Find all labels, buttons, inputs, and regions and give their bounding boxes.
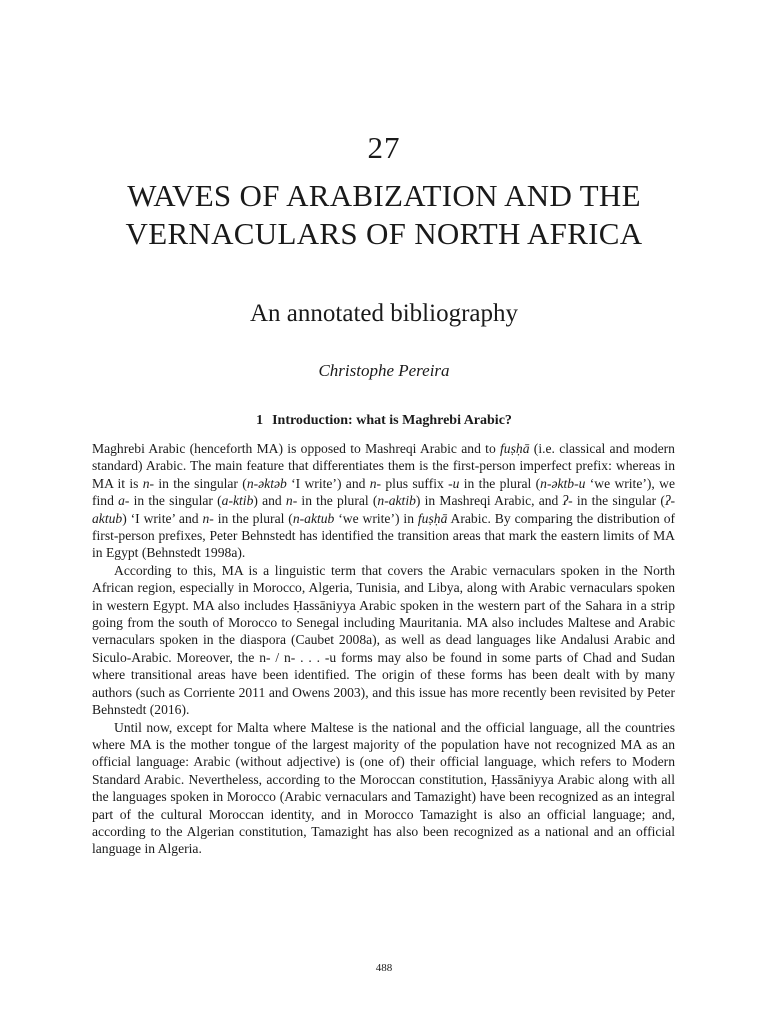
author-name: Christophe Pereira <box>318 361 450 380</box>
text-run: in the plural ( <box>459 475 541 491</box>
text-run: Arabic. By comparing the distribution of first-person prefixes, Peter Behnstedt has identified the transition areas that mark the eastern limits of MA in Egypt (Behnstedt 1998a). <box>92 510 676 561</box>
text-run: ‘we write’), we find <box>92 475 675 509</box>
italic-term: -u <box>448 475 460 491</box>
body-paragraph <box>92 562 675 719</box>
body-paragraph <box>92 440 675 562</box>
section-heading <box>0 413 768 429</box>
text-run: ) in Mashreqi Arabic, and <box>415 493 563 509</box>
italic-term: ʔ- <box>562 493 573 509</box>
text-run: ‘we write’) in <box>334 510 418 526</box>
text-run: in the singular ( <box>129 493 222 509</box>
text-run: (i.e. classical and modern standard) Arabic. The main feature that differentiates them is the first-person imperfect prefix: whereas in MA it is <box>92 441 675 491</box>
italic-term: fuṣḥā <box>417 510 448 526</box>
italic-term: n-əktb-u <box>540 475 586 491</box>
chapter-number: 27 <box>367 130 401 165</box>
text-run: Maghrebi Arabic (henceforth MA) is opposed to Mashreqi Arabic and to <box>92 441 501 456</box>
text-run: ) and <box>253 493 286 509</box>
body-paragraph <box>92 719 675 858</box>
section-title: Introduction: what is Maghrebi Arabic? <box>272 413 512 428</box>
text-run: Until now, except for Malta where Maltese is the national and the official language, all the countries where MA is the mother tongue of the largest majority of the population have not recognized MA as an official language: Arabic (without adjective) is (one of) their official language, which refers to Modern Standard Arabic. Nevertheless, according to the Moroccan constitution, Ḥassāniyya Arabic along with all the languages spoken in Morocco (Arabic vernaculars and Tamazight) have been recognized as an integral part of the cultural Moroccan identity, and in Morocco Tamazight is also an official language; and, according to the Algerian constitution, Tamazight has also been recognized as a national and an official language in Algeria. <box>92 719 675 857</box>
body-text <box>92 440 675 858</box>
italic-term: n- <box>285 493 298 509</box>
italic-term: n- <box>202 510 214 526</box>
italic-term: fuṣḥā <box>500 441 530 456</box>
text-run: in the plural ( <box>213 510 293 526</box>
text-run: in the singular ( <box>572 493 665 509</box>
text-run: ) ‘I write’ and <box>122 510 203 526</box>
section-number: 1 <box>256 413 264 428</box>
italic-term: n-aktib <box>377 493 416 509</box>
italic-term: n-əktəb <box>246 475 287 491</box>
text-run: plus suffix <box>381 475 449 491</box>
chapter-title: WAVES OF ARABIZATION AND THE VERNACULARS OF NORTH AFRICA <box>125 178 643 251</box>
page-number: 488 <box>375 962 393 974</box>
italic-term: a- <box>118 493 130 509</box>
italic-term: ʔ-aktub <box>92 493 676 526</box>
italic-term: n-aktub <box>292 510 335 526</box>
italic-term: n- <box>142 475 155 491</box>
chapter-subtitle: An annotated bibliography <box>250 300 518 327</box>
text-run: in the plural ( <box>297 493 378 509</box>
text-run: in the singular ( <box>154 475 247 491</box>
text-run: ‘I write’) and <box>286 475 370 491</box>
text-run: According to this, MA is a linguistic term that covers the Arabic vernaculars spoken in the North African region, especially in Morocco, Algeria, Tunisia, and Libya, along with Arabic vernaculars spoken in western Egypt. MA also includes Ḥassāniyya Arabic spoken in the western part of the Sahara in a strip going from the south of Morocco to Senegal including Mauritania. MA also includes Maltese and Arabic vernaculars spoken in the diaspora (Caubet 2008a), as well as dead languages like Andalusi Arabic and Siculo-Arabic. Moreover, the n- / n- . . . -u forms may also be found in some parts of Chad and Sudan where transitional areas have been identified. The origin of these forms has been dealt with by many authors (such as Corriente 2011 and Owens 2003), and this issue has more recently been revisited by Peter Behnstedt (2016). <box>92 562 675 718</box>
italic-term: a-ktib <box>221 493 254 509</box>
italic-term: n- <box>369 475 382 491</box>
